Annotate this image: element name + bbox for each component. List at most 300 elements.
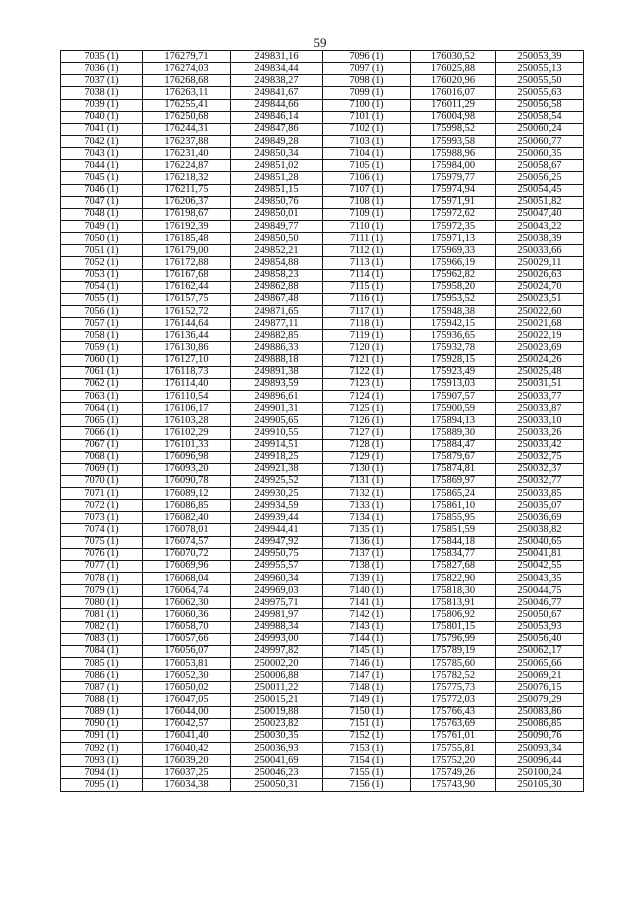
- cell-y-coord-left: 249969,03: [231, 585, 323, 597]
- table-row: [61, 779, 584, 791]
- table-row: [61, 548, 584, 560]
- cell-y-coord-left: 249834,44: [231, 63, 323, 75]
- cell-y-coord-right: 250053,93: [496, 621, 584, 633]
- cell-x-coord-left: 176060,36: [143, 609, 231, 621]
- cell-y-coord-right: 250035,07: [496, 500, 584, 512]
- cell-point-id-right: 7108 (1): [323, 196, 411, 208]
- table-row: [61, 293, 584, 305]
- cell-x-coord-left: 176110,54: [143, 390, 231, 402]
- cell-x-coord-left: 176101,33: [143, 439, 231, 451]
- cell-y-coord-left: 249831,16: [231, 51, 323, 63]
- cell-point-id-left: 7081 (1): [61, 609, 143, 621]
- cell-x-coord-right: 175869,97: [411, 475, 496, 487]
- cell-point-id-right: 7150 (1): [323, 706, 411, 718]
- cell-y-coord-right: 250023,51: [496, 293, 584, 305]
- table-row: [61, 524, 584, 536]
- cell-y-coord-right: 250090,76: [496, 730, 584, 742]
- cell-x-coord-right: 175851,59: [411, 524, 496, 536]
- cell-point-id-right: 7100 (1): [323, 99, 411, 111]
- cell-x-coord-right: 175913,03: [411, 378, 496, 390]
- cell-x-coord-right: 175785,60: [411, 658, 496, 670]
- table-row: [61, 208, 584, 220]
- cell-point-id-right: 7120 (1): [323, 342, 411, 354]
- cell-point-id-left: 7089 (1): [61, 706, 143, 718]
- cell-point-id-left: 7091 (1): [61, 730, 143, 742]
- cell-y-coord-left: 249960,34: [231, 573, 323, 585]
- cell-x-coord-right: 175766,43: [411, 706, 496, 718]
- cell-x-coord-right: 175884,47: [411, 439, 496, 451]
- cell-x-coord-left: 176152,72: [143, 305, 231, 317]
- cell-point-id-right: 7128 (1): [323, 439, 411, 451]
- cell-y-coord-right: 250022,60: [496, 305, 584, 317]
- cell-x-coord-right: 175948,38: [411, 305, 496, 317]
- table-row: [61, 439, 584, 451]
- table-row: [61, 767, 584, 779]
- cell-x-coord-right: 175755,81: [411, 743, 496, 755]
- cell-y-coord-right: 250056,25: [496, 172, 584, 184]
- cell-x-coord-right: 175932,78: [411, 342, 496, 354]
- cell-point-id-right: 7112 (1): [323, 245, 411, 257]
- cell-y-coord-right: 250100,24: [496, 767, 584, 779]
- cell-point-id-right: 7125 (1): [323, 403, 411, 415]
- cell-x-coord-right: 175984,00: [411, 160, 496, 172]
- cell-y-coord-left: 249850,34: [231, 148, 323, 160]
- cell-point-id-right: 7117 (1): [323, 305, 411, 317]
- cell-point-id-left: 7044 (1): [61, 160, 143, 172]
- cell-point-id-right: 7102 (1): [323, 123, 411, 135]
- table-row: [61, 512, 584, 524]
- cell-x-coord-left: 176274,03: [143, 63, 231, 75]
- cell-y-coord-left: 249896,61: [231, 390, 323, 402]
- cell-point-id-left: 7067 (1): [61, 439, 143, 451]
- cell-y-coord-right: 250051,82: [496, 196, 584, 208]
- cell-point-id-left: 7058 (1): [61, 330, 143, 342]
- cell-point-id-left: 7072 (1): [61, 500, 143, 512]
- coordinates-table-body: [61, 51, 584, 792]
- cell-y-coord-left: 249850,76: [231, 196, 323, 208]
- table-row: [61, 99, 584, 111]
- cell-x-coord-right: 175958,20: [411, 281, 496, 293]
- table-row: [61, 51, 584, 63]
- cell-y-coord-right: 250029,11: [496, 257, 584, 269]
- cell-y-coord-left: 249849,28: [231, 135, 323, 147]
- cell-x-coord-left: 176074,57: [143, 536, 231, 548]
- cell-point-id-left: 7042 (1): [61, 135, 143, 147]
- cell-y-coord-right: 250032,37: [496, 463, 584, 475]
- cell-x-coord-right: 175861,10: [411, 500, 496, 512]
- cell-point-id-right: 7129 (1): [323, 451, 411, 463]
- cell-y-coord-right: 250079,29: [496, 694, 584, 706]
- cell-x-coord-right: 175743,90: [411, 779, 496, 791]
- cell-x-coord-right: 175775,73: [411, 682, 496, 694]
- cell-point-id-left: 7068 (1): [61, 451, 143, 463]
- cell-y-coord-right: 250047,40: [496, 208, 584, 220]
- cell-point-id-right: 7135 (1): [323, 524, 411, 536]
- cell-point-id-right: 7113 (1): [323, 257, 411, 269]
- cell-x-coord-right: 176004,98: [411, 111, 496, 123]
- cell-point-id-right: 7151 (1): [323, 718, 411, 730]
- cell-point-id-left: 7036 (1): [61, 63, 143, 75]
- cell-point-id-left: 7056 (1): [61, 305, 143, 317]
- cell-y-coord-left: 249925,52: [231, 475, 323, 487]
- cell-x-coord-right: 175763,69: [411, 718, 496, 730]
- cell-y-coord-right: 250038,39: [496, 233, 584, 245]
- cell-x-coord-right: 175844,18: [411, 536, 496, 548]
- cell-point-id-right: 7111 (1): [323, 233, 411, 245]
- cell-x-coord-left: 176062,30: [143, 597, 231, 609]
- cell-y-coord-right: 250032,77: [496, 475, 584, 487]
- table-row: [61, 305, 584, 317]
- cell-x-coord-right: 176011,29: [411, 99, 496, 111]
- cell-y-coord-left: 249852,21: [231, 245, 323, 257]
- cell-x-coord-left: 176162,44: [143, 281, 231, 293]
- cell-point-id-right: 7146 (1): [323, 658, 411, 670]
- cell-x-coord-left: 176047,05: [143, 694, 231, 706]
- cell-y-coord-left: 249918,25: [231, 451, 323, 463]
- cell-y-coord-right: 250050,67: [496, 609, 584, 621]
- cell-x-coord-left: 176044,00: [143, 706, 231, 718]
- cell-point-id-left: 7078 (1): [61, 573, 143, 585]
- table-row: [61, 148, 584, 160]
- cell-point-id-right: 7126 (1): [323, 415, 411, 427]
- cell-point-id-right: 7155 (1): [323, 767, 411, 779]
- cell-x-coord-left: 176058,70: [143, 621, 231, 633]
- cell-x-coord-left: 176096,98: [143, 451, 231, 463]
- cell-x-coord-left: 176089,12: [143, 488, 231, 500]
- cell-point-id-right: 7139 (1): [323, 573, 411, 585]
- table-row: [61, 633, 584, 645]
- cell-x-coord-right: 175969,33: [411, 245, 496, 257]
- cell-point-id-right: 7154 (1): [323, 755, 411, 767]
- cell-x-coord-left: 176263,11: [143, 87, 231, 99]
- cell-point-id-left: 7064 (1): [61, 403, 143, 415]
- cell-x-coord-left: 176211,75: [143, 184, 231, 196]
- cell-y-coord-left: 249850,01: [231, 208, 323, 220]
- table-row: [61, 658, 584, 670]
- cell-y-coord-right: 250086,85: [496, 718, 584, 730]
- table-row: [61, 415, 584, 427]
- cell-x-coord-right: 175789,19: [411, 645, 496, 657]
- table-row: [61, 573, 584, 585]
- cell-y-coord-left: 249844,66: [231, 99, 323, 111]
- cell-point-id-left: 7087 (1): [61, 682, 143, 694]
- cell-y-coord-left: 249867,48: [231, 293, 323, 305]
- page-number: 59: [313, 35, 327, 50]
- cell-point-id-right: 7153 (1): [323, 743, 411, 755]
- cell-x-coord-right: 175855,95: [411, 512, 496, 524]
- table-row: [61, 63, 584, 75]
- cell-y-coord-left: 249993,00: [231, 633, 323, 645]
- cell-point-id-left: 7062 (1): [61, 378, 143, 390]
- table-row: [61, 196, 584, 208]
- cell-point-id-left: 7059 (1): [61, 342, 143, 354]
- cell-point-id-left: 7061 (1): [61, 366, 143, 378]
- cell-point-id-right: 7132 (1): [323, 488, 411, 500]
- cell-x-coord-right: 175936,65: [411, 330, 496, 342]
- cell-point-id-left: 7075 (1): [61, 536, 143, 548]
- cell-x-coord-right: 176030,52: [411, 51, 496, 63]
- cell-x-coord-left: 176250,68: [143, 111, 231, 123]
- table-row: [61, 220, 584, 232]
- table-row: [61, 378, 584, 390]
- cell-y-coord-right: 250042,55: [496, 560, 584, 572]
- cell-y-coord-left: 249854,88: [231, 257, 323, 269]
- table-row: [61, 330, 584, 342]
- cell-x-coord-left: 176069,96: [143, 560, 231, 572]
- table-row: [61, 87, 584, 99]
- cell-x-coord-right: 175972,62: [411, 208, 496, 220]
- cell-y-coord-left: 249891,38: [231, 366, 323, 378]
- cell-point-id-left: 7071 (1): [61, 488, 143, 500]
- cell-x-coord-left: 176070,72: [143, 548, 231, 560]
- cell-x-coord-left: 176185,48: [143, 233, 231, 245]
- table-row: [61, 111, 584, 123]
- cell-point-id-right: 7116 (1): [323, 293, 411, 305]
- cell-y-coord-left: 249939,44: [231, 512, 323, 524]
- table-row: [61, 730, 584, 742]
- cell-point-id-left: 7083 (1): [61, 633, 143, 645]
- cell-point-id-left: 7093 (1): [61, 755, 143, 767]
- cell-point-id-left: 7049 (1): [61, 220, 143, 232]
- cell-x-coord-left: 176127,10: [143, 354, 231, 366]
- cell-point-id-right: 7105 (1): [323, 160, 411, 172]
- cell-point-id-right: 7143 (1): [323, 621, 411, 633]
- cell-point-id-right: 7133 (1): [323, 500, 411, 512]
- cell-x-coord-left: 176040,42: [143, 743, 231, 755]
- cell-point-id-right: 7130 (1): [323, 463, 411, 475]
- cell-point-id-right: 7148 (1): [323, 682, 411, 694]
- cell-y-coord-right: 250036,69: [496, 512, 584, 524]
- cell-x-coord-right: 175822,90: [411, 573, 496, 585]
- table-row: [61, 245, 584, 257]
- cell-y-coord-left: 249871,65: [231, 305, 323, 317]
- table-row: [61, 682, 584, 694]
- table-row: [61, 536, 584, 548]
- cell-y-coord-left: 249997,82: [231, 645, 323, 657]
- cell-point-id-left: 7079 (1): [61, 585, 143, 597]
- cell-y-coord-left: 250002,20: [231, 658, 323, 670]
- cell-y-coord-right: 250024,70: [496, 281, 584, 293]
- table-row: [61, 184, 584, 196]
- cell-point-id-left: 7070 (1): [61, 475, 143, 487]
- table-row: [61, 427, 584, 439]
- cell-x-coord-right: 175998,52: [411, 123, 496, 135]
- table-row: [61, 475, 584, 487]
- table-row: [61, 257, 584, 269]
- cell-point-id-left: 7094 (1): [61, 767, 143, 779]
- cell-point-id-left: 7080 (1): [61, 597, 143, 609]
- cell-x-coord-right: 175813,91: [411, 597, 496, 609]
- cell-y-coord-left: 249862,88: [231, 281, 323, 293]
- cell-point-id-left: 7076 (1): [61, 548, 143, 560]
- table-row: [61, 354, 584, 366]
- cell-x-coord-right: 175894,13: [411, 415, 496, 427]
- cell-y-coord-left: 250050,31: [231, 779, 323, 791]
- cell-x-coord-right: 175971,91: [411, 196, 496, 208]
- cell-y-coord-right: 250055,50: [496, 75, 584, 87]
- cell-x-coord-right: 175865,24: [411, 488, 496, 500]
- cell-y-coord-right: 250056,58: [496, 99, 584, 111]
- cell-y-coord-right: 250038,82: [496, 524, 584, 536]
- cell-x-coord-left: 176237,88: [143, 135, 231, 147]
- cell-y-coord-left: 249910,55: [231, 427, 323, 439]
- cell-point-id-right: 7122 (1): [323, 366, 411, 378]
- cell-x-coord-right: 175874,81: [411, 463, 496, 475]
- cell-y-coord-left: 249914,51: [231, 439, 323, 451]
- cell-y-coord-left: 249905,65: [231, 415, 323, 427]
- cell-point-id-right: 7101 (1): [323, 111, 411, 123]
- cell-x-coord-left: 176279,71: [143, 51, 231, 63]
- cell-y-coord-left: 250006,88: [231, 670, 323, 682]
- cell-point-id-right: 7103 (1): [323, 135, 411, 147]
- table-row: [61, 281, 584, 293]
- cell-point-id-left: 7048 (1): [61, 208, 143, 220]
- cell-x-coord-right: 175942,15: [411, 318, 496, 330]
- cell-x-coord-left: 176206,37: [143, 196, 231, 208]
- cell-y-coord-right: 250033,87: [496, 403, 584, 415]
- cell-y-coord-right: 250023,69: [496, 342, 584, 354]
- cell-point-id-left: 7046 (1): [61, 184, 143, 196]
- cell-x-coord-left: 176172,88: [143, 257, 231, 269]
- cell-point-id-left: 7065 (1): [61, 415, 143, 427]
- cell-y-coord-right: 250046,77: [496, 597, 584, 609]
- cell-y-coord-left: 250030,35: [231, 730, 323, 742]
- cell-point-id-right: 7137 (1): [323, 548, 411, 560]
- cell-x-coord-right: 175972,35: [411, 220, 496, 232]
- cell-x-coord-right: 175974,94: [411, 184, 496, 196]
- cell-y-coord-left: 250019,88: [231, 706, 323, 718]
- cell-x-coord-right: 175962,82: [411, 269, 496, 281]
- cell-y-coord-left: 249851,02: [231, 160, 323, 172]
- cell-y-coord-left: 249947,92: [231, 536, 323, 548]
- cell-point-id-left: 7057 (1): [61, 318, 143, 330]
- table-row: [61, 135, 584, 147]
- cell-y-coord-right: 250093,34: [496, 743, 584, 755]
- cell-point-id-right: 7131 (1): [323, 475, 411, 487]
- cell-y-coord-right: 250031,51: [496, 378, 584, 390]
- cell-point-id-right: 7142 (1): [323, 609, 411, 621]
- table-row: [61, 488, 584, 500]
- cell-x-coord-left: 176090,78: [143, 475, 231, 487]
- cell-y-coord-left: 249901,31: [231, 403, 323, 415]
- cell-point-id-left: 7041 (1): [61, 123, 143, 135]
- cell-point-id-left: 7073 (1): [61, 512, 143, 524]
- cell-point-id-right: 7114 (1): [323, 269, 411, 281]
- cell-point-id-right: 7098 (1): [323, 75, 411, 87]
- cell-y-coord-left: 249975,71: [231, 597, 323, 609]
- cell-y-coord-left: 250036,93: [231, 743, 323, 755]
- cell-point-id-left: 7069 (1): [61, 463, 143, 475]
- cell-y-coord-right: 250025,48: [496, 366, 584, 378]
- cell-x-coord-right: 175796,99: [411, 633, 496, 645]
- cell-point-id-right: 7152 (1): [323, 730, 411, 742]
- cell-point-id-right: 7104 (1): [323, 148, 411, 160]
- cell-y-coord-left: 250023,82: [231, 718, 323, 730]
- cell-point-id-right: 7123 (1): [323, 378, 411, 390]
- cell-x-coord-right: 175928,15: [411, 354, 496, 366]
- cell-point-id-left: 7045 (1): [61, 172, 143, 184]
- cell-point-id-right: 7140 (1): [323, 585, 411, 597]
- table-row: [61, 75, 584, 87]
- cell-x-coord-right: 175953,52: [411, 293, 496, 305]
- cell-x-coord-left: 176218,32: [143, 172, 231, 184]
- table-row: [61, 463, 584, 475]
- cell-x-coord-left: 176144,64: [143, 318, 231, 330]
- cell-y-coord-left: 249838,27: [231, 75, 323, 87]
- cell-x-coord-left: 176050,02: [143, 682, 231, 694]
- cell-point-id-left: 7063 (1): [61, 390, 143, 402]
- cell-y-coord-right: 250065,66: [496, 658, 584, 670]
- table-row: [61, 670, 584, 682]
- cell-y-coord-right: 250060,24: [496, 123, 584, 135]
- cell-y-coord-left: 249988,34: [231, 621, 323, 633]
- cell-y-coord-left: 250041,69: [231, 755, 323, 767]
- cell-x-coord-right: 175993,58: [411, 135, 496, 147]
- cell-x-coord-left: 176103,28: [143, 415, 231, 427]
- table-row: [61, 269, 584, 281]
- cell-x-coord-right: 175827,68: [411, 560, 496, 572]
- table-row: [61, 451, 584, 463]
- table-row: [61, 645, 584, 657]
- cell-point-id-left: 7077 (1): [61, 560, 143, 572]
- table-row: [61, 403, 584, 415]
- cell-x-coord-left: 176114,40: [143, 378, 231, 390]
- cell-y-coord-right: 250060,77: [496, 135, 584, 147]
- cell-x-coord-left: 176039,20: [143, 755, 231, 767]
- cell-point-id-left: 7084 (1): [61, 645, 143, 657]
- table-row: [61, 560, 584, 572]
- cell-point-id-left: 7095 (1): [61, 779, 143, 791]
- cell-x-coord-left: 176106,17: [143, 403, 231, 415]
- cell-point-id-right: 7149 (1): [323, 694, 411, 706]
- cell-point-id-left: 7038 (1): [61, 87, 143, 99]
- cell-y-coord-right: 250026,63: [496, 269, 584, 281]
- cell-y-coord-right: 250060,35: [496, 148, 584, 160]
- cell-y-coord-right: 250033,42: [496, 439, 584, 451]
- cell-x-coord-right: 175801,15: [411, 621, 496, 633]
- cell-y-coord-right: 250058,67: [496, 160, 584, 172]
- cell-x-coord-right: 175900,59: [411, 403, 496, 415]
- cell-x-coord-left: 176224,87: [143, 160, 231, 172]
- table-row: [61, 123, 584, 135]
- cell-point-id-right: 7145 (1): [323, 645, 411, 657]
- table-row: [61, 694, 584, 706]
- cell-x-coord-left: 176082,40: [143, 512, 231, 524]
- cell-point-id-right: 7118 (1): [323, 318, 411, 330]
- cell-point-id-right: 7141 (1): [323, 597, 411, 609]
- cell-x-coord-left: 176034,38: [143, 779, 231, 791]
- cell-y-coord-right: 250055,63: [496, 87, 584, 99]
- cell-y-coord-left: 249841,67: [231, 87, 323, 99]
- cell-point-id-right: 7109 (1): [323, 208, 411, 220]
- cell-point-id-left: 7054 (1): [61, 281, 143, 293]
- cell-y-coord-left: 250046,23: [231, 767, 323, 779]
- cell-point-id-left: 7055 (1): [61, 293, 143, 305]
- cell-x-coord-left: 176042,57: [143, 718, 231, 730]
- cell-x-coord-right: 175988,96: [411, 148, 496, 160]
- cell-point-id-right: 7106 (1): [323, 172, 411, 184]
- cell-y-coord-right: 250076,15: [496, 682, 584, 694]
- cell-x-coord-left: 176231,40: [143, 148, 231, 160]
- cell-point-id-left: 7085 (1): [61, 658, 143, 670]
- table-row: [61, 172, 584, 184]
- cell-x-coord-right: 175834,77: [411, 548, 496, 560]
- cell-x-coord-left: 176064,74: [143, 585, 231, 597]
- cell-y-coord-right: 250055,13: [496, 63, 584, 75]
- cell-x-coord-left: 176037,25: [143, 767, 231, 779]
- cell-x-coord-left: 176198,67: [143, 208, 231, 220]
- cell-x-coord-left: 176157,75: [143, 293, 231, 305]
